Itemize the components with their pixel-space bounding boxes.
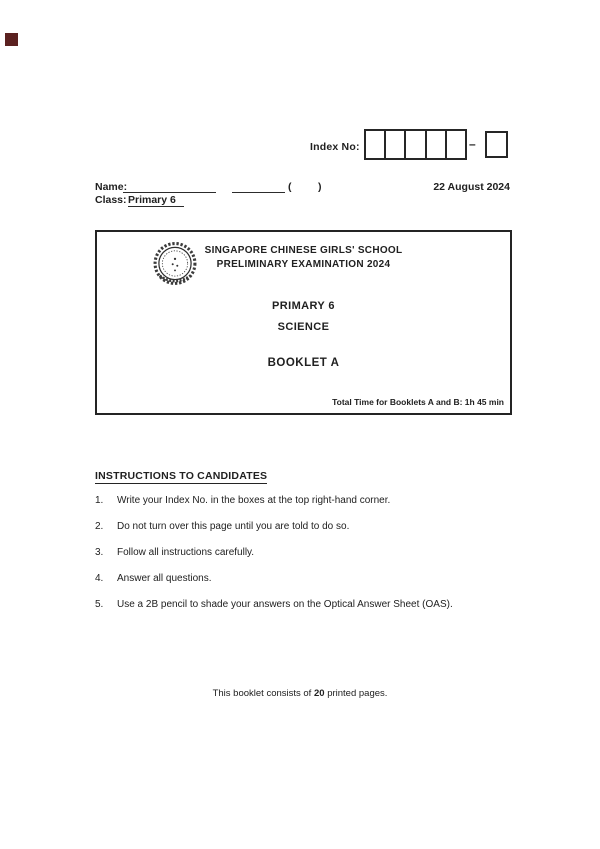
instructions-list [95,495,530,625]
name-label: Name: [95,181,128,193]
instruction-number: 3. [95,547,104,558]
exam-name: PRELIMINARY EXAMINATION 2024 [216,259,391,270]
page-count-suffix: printed pages. [327,688,388,699]
page-count-note [0,688,600,699]
instruction-number: 2. [95,521,104,532]
exam-date: 22 August 2024 [433,181,510,193]
booklet-title: BOOKLET A [267,357,340,369]
instruction-number: 5. [95,599,104,610]
exam-title-box [95,230,512,415]
index-dash: – [469,137,476,151]
instruction-text: Write your Index No. in the boxes at the top right-hand corner. [117,495,391,506]
index-box-cell [425,131,445,158]
index-box-cell [366,131,384,158]
name-blank-line [123,181,216,193]
instruction-number: 4. [95,573,104,584]
name-blank-line-short [232,181,285,193]
scan-artifact-mark [5,33,18,46]
instruction-item [95,599,530,611]
instruction-item [95,547,530,559]
class-value: Primary 6 [128,194,184,207]
index-number-boxes [364,129,467,160]
register-paren-close: ) [318,181,322,193]
index-box-cell [384,131,404,158]
instruction-item [95,521,530,533]
total-time-note: Total Time for Booklets A and B: 1h 45 min [332,397,504,407]
index-check-letter-box [485,131,508,158]
index-no-label: Index No: [310,141,360,153]
instructions-heading: INSTRUCTIONS TO CANDIDATES [95,470,268,482]
instruction-text: Answer all questions. [117,573,212,584]
school-name: SINGAPORE CHINESE GIRLS' SCHOOL [204,245,403,256]
level-title: PRIMARY 6 [272,300,335,312]
instruction-text: Use a 2B pencil to shade your answers on the Optical Answer Sheet (OAS). [117,599,453,610]
index-box-cell [445,131,465,158]
instruction-item [95,573,530,585]
class-label: Class: [95,194,127,206]
register-paren-open: ( [288,181,292,193]
instruction-text: Follow all instructions carefully. [117,547,255,558]
index-box-cell [404,131,424,158]
subject-title: SCIENCE [277,321,330,333]
instruction-number: 1. [95,495,104,506]
page-count-prefix: This booklet consists of [212,688,312,699]
instruction-text: Do not turn over this page until you are told to do so. [117,521,350,532]
instruction-item [95,495,530,507]
page-count-number: 20 [313,688,325,699]
